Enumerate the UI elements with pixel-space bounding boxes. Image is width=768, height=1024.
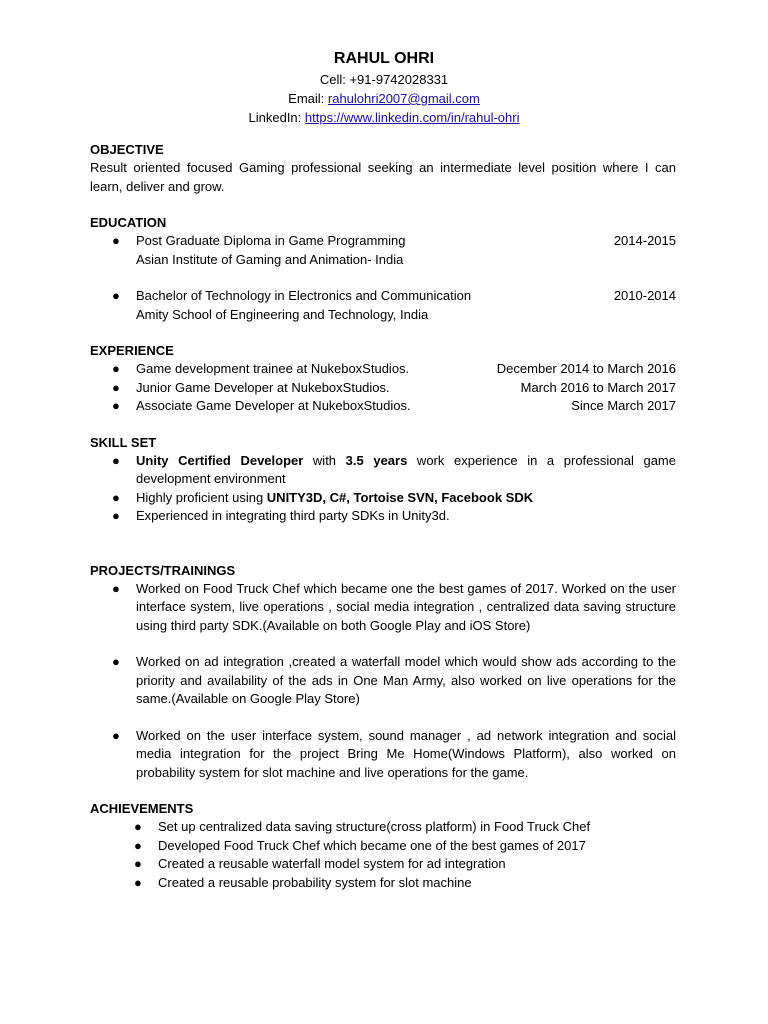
linkedin-line [0, 108, 768, 127]
degree-years: 2014-2015 [613, 233, 676, 248]
project-text: Worked on ad integration ,created a waterfall model which would show ads according to the priority and availability of the ads in One Man Army, also worked on live operations for the same.(Available on Google Play Store) [136, 654, 676, 706]
email-label: Email: [288, 91, 328, 106]
job-period: Since March 2017 [571, 398, 676, 413]
experience-heading: EXPERIENCE [90, 343, 174, 358]
achievement-text: Created a reusable probability system for slot machine [158, 874, 472, 890]
bullet-icon: ● [134, 856, 142, 871]
bullet-icon: ● [134, 837, 142, 853]
bullet-icon: ● [112, 398, 120, 413]
email-link[interactable]: rahulohri2007@gmail.com [327, 91, 480, 106]
experience-section [90, 342, 676, 416]
project-text: Worked on Food Truck Chef which became one the best games of 2017. Worked on the user interface system, live operations , social media integration , centralized data saving structure using third party SDK.(Available on both Google Play and iOS Store) [136, 580, 676, 633]
bullet-icon: ● [112, 288, 120, 303]
experience-item [90, 397, 676, 416]
skill-text: Experienced in integrating third party SDKs in Unity3d. [136, 508, 450, 523]
objective-heading: OBJECTIVE [90, 142, 164, 157]
projects-heading: PROJECTS/TRAININGS [90, 562, 236, 578]
achievements-heading: ACHIEVEMENTS [90, 801, 194, 816]
degree-years: 2010-2014 [613, 288, 676, 303]
bullet-icon: ● [134, 819, 142, 834]
job-period: March 2016 to March 2017 [520, 379, 676, 395]
education-section [90, 214, 676, 324]
skill-item [90, 489, 676, 508]
job-role: Associate Game Developer at NukeboxStudios. [136, 398, 411, 413]
experience-item [90, 379, 676, 398]
degree: Bachelor of Technology in Electronics and Communication [136, 288, 472, 303]
skill-item [90, 452, 676, 489]
job-period: December 2014 to March 2016 [496, 361, 676, 376]
bullet-icon: ● [112, 452, 120, 468]
skills-heading: SKILL SET [90, 434, 157, 450]
bullet-icon: ● [112, 489, 120, 505]
bullet-icon: ● [112, 233, 120, 248]
skill-bold-certification: Unity Certified Developer [136, 452, 304, 468]
achievement-item [90, 855, 676, 874]
objective-section [90, 141, 676, 196]
achievement-item [90, 874, 676, 893]
achievement-item [90, 837, 676, 856]
bullet-icon: ● [112, 580, 120, 596]
linkedin-link[interactable]: https://www.linkedin.com/in/rahul-ohri [304, 110, 520, 125]
skill-bold-years: 3.5 years [345, 452, 408, 468]
degree: Post Graduate Diploma in Game Programming [136, 233, 406, 248]
achievement-item [90, 818, 676, 837]
achievement-text: Set up centralized data saving structure(cross platform) in Food Truck Chef [158, 819, 591, 834]
project-text: Worked on the user interface system, sound manager , ad network integration and social media integration for the project Bring Me Home(Windows Platform), also worked on probability system for slot machine and live operations for the game. [136, 727, 676, 780]
skill-bold-tools: UNITY3D, C#, Tortoise SVN, Facebook SDK [266, 489, 534, 505]
email-line [0, 89, 768, 108]
bullet-icon: ● [112, 727, 120, 743]
resume-body [90, 141, 676, 910]
achievement-text: Created a reusable waterfall model system for ad integration [158, 856, 506, 871]
education-item [90, 287, 676, 324]
institution: Asian Institute of Gaming and Animation- India [136, 251, 404, 267]
objective-text: Result oriented focused Gaming professional seeking an intermediate level position where I can learn, deliver and grow. [90, 160, 676, 194]
bullet-icon: ● [112, 361, 120, 376]
skill-item [90, 507, 676, 526]
education-heading: EDUCATION [90, 215, 167, 230]
bullet-icon: ● [112, 508, 120, 523]
achievement-text: Developed Food Truck Chef which became one of the best games of 2017 [158, 837, 586, 853]
cell-line [0, 70, 768, 89]
skill-text: with [303, 452, 346, 468]
skill-text: Highly proficient using [136, 489, 267, 505]
projects-section [90, 562, 676, 783]
bullet-icon: ● [112, 379, 120, 395]
education-item [90, 232, 676, 269]
job-role: Junior Game Developer at NukeboxStudios. [136, 379, 390, 395]
cell-number: +91-9742028331 [349, 72, 449, 87]
resume-header [0, 0, 768, 127]
project-item [90, 653, 676, 709]
project-item [90, 580, 676, 636]
candidate-name: RAHUL OHRI [333, 50, 435, 67]
skills-section [90, 434, 676, 526]
linkedin-label: LinkedIn: [248, 110, 305, 125]
job-role: Game development trainee at NukeboxStudios. [136, 361, 410, 376]
achievements-section [90, 800, 676, 892]
cell-label: Cell: [319, 72, 350, 87]
institution: Amity School of Engineering and Technology, India [136, 306, 429, 322]
project-item [90, 727, 676, 783]
skill-text: work experience in a professional game development environment [136, 452, 676, 486]
bullet-icon: ● [134, 874, 142, 890]
bullet-icon: ● [112, 654, 120, 669]
experience-item [90, 360, 676, 379]
